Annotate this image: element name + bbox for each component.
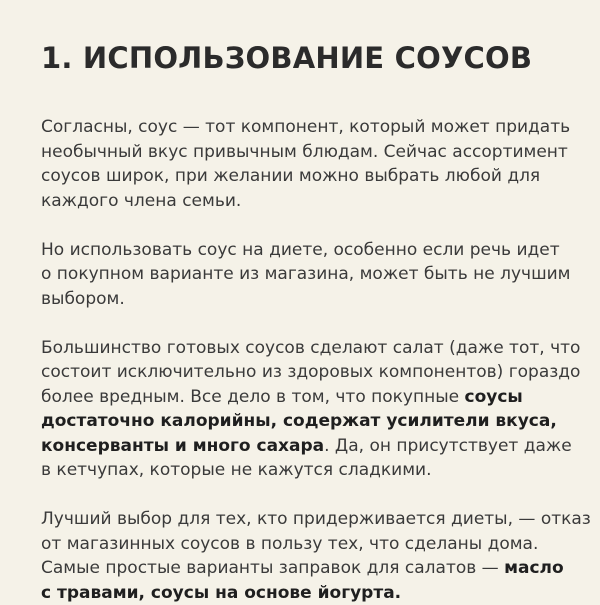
paragraph-3 [41, 336, 560, 483]
text-line [41, 262, 560, 287]
paragraph-1 [41, 115, 560, 213]
page-title: 1. ИСПОЛЬЗОВАНИЕ СОУСОВ [41, 40, 560, 76]
text-segment: . Да, он присутствует даже [324, 436, 572, 456]
text-line [41, 532, 560, 557]
text-segment: Но использовать соус на диете, особенно если речь идет [41, 240, 560, 260]
bold-text: масло [504, 558, 564, 578]
text-segment: необычный вкус привычным блюдам. Сейчас ассортимент [41, 142, 568, 162]
text-segment: выбором. [41, 289, 125, 309]
text-line [41, 556, 560, 581]
text-segment: в кетчупах, которые не кажутся сладкими. [41, 460, 432, 480]
text-segment: Лучший выбор для тех, кто придерживается диеты, — отказ [41, 509, 591, 529]
text-line [41, 434, 560, 459]
text-line [41, 140, 560, 165]
bold-text: достаточно калорийны, содержат усилители вкуса, [41, 411, 557, 431]
text-line [41, 164, 560, 189]
text-segment: о покупном варианте из магазина, может быть не лучшим [41, 264, 571, 284]
text-line [41, 287, 560, 312]
paragraph-2 [41, 238, 560, 312]
bold-text: с травами, соусы на основе йогурта. [41, 583, 401, 603]
text-line [41, 336, 560, 361]
text-segment: соусов широк, при желании можно выбрать любой для [41, 166, 540, 186]
text-line [41, 360, 560, 385]
text-line [41, 507, 560, 532]
text-line [41, 238, 560, 263]
text-line [41, 409, 560, 434]
text-line [41, 385, 560, 410]
text-segment: Самые простые варианты заправок для салатов — [41, 558, 504, 578]
bold-text: соусы [465, 387, 523, 407]
text-line [41, 458, 560, 483]
text-segment: Большинство готовых соусов сделают салат (даже тот, что [41, 338, 580, 358]
text-segment: от магазинных соусов в пользу тех, что сделаны дома. [41, 534, 538, 554]
text-line [41, 115, 560, 140]
bold-text: консерванты и много сахара [41, 436, 324, 456]
text-segment: более вредным. Все дело в том, что покупные [41, 387, 465, 407]
text-segment: состоит исключительно из здоровых компонентов) гораздо [41, 362, 580, 382]
paragraph-4 [41, 507, 560, 605]
article-body [41, 115, 560, 605]
text-segment: Согласны, соус — тот компонент, который может придать [41, 117, 570, 137]
text-line [41, 189, 560, 214]
text-line [41, 581, 560, 605]
text-segment: каждого члена семьи. [41, 191, 241, 211]
